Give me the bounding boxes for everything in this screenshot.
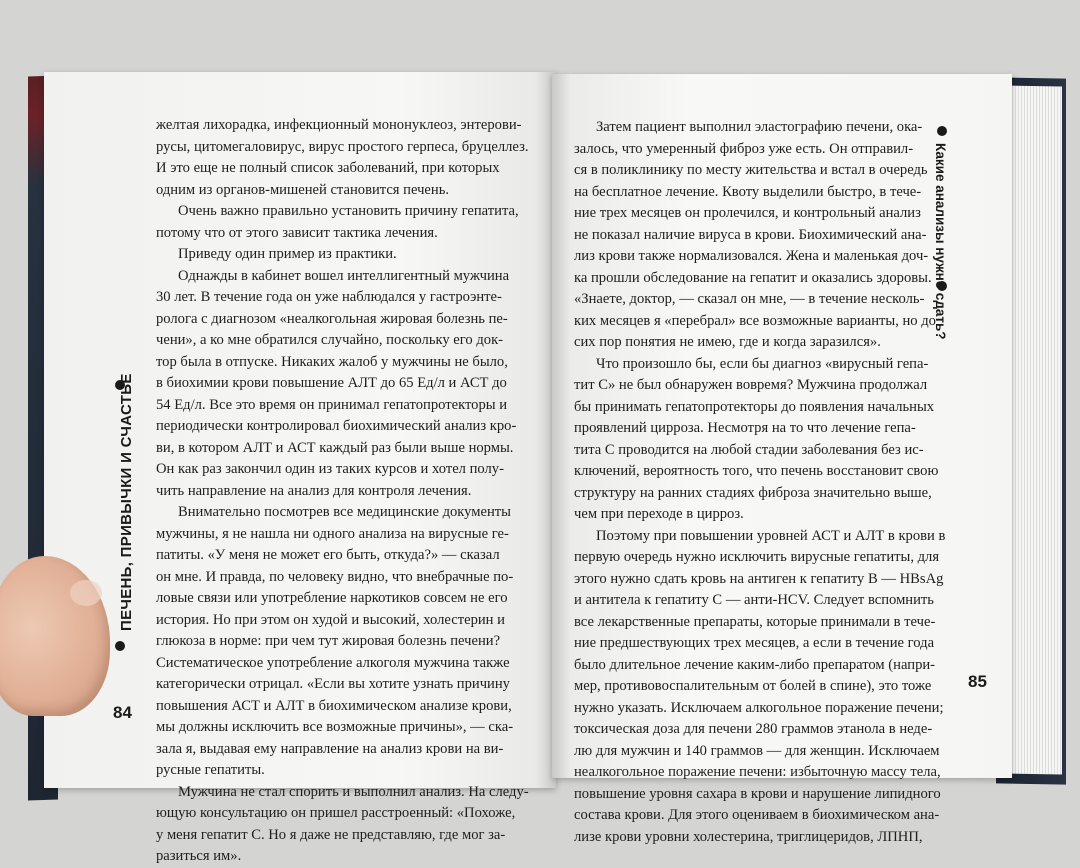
text-line: ющую консультацию он пришел расстроенный: «Похоже, [156, 805, 516, 821]
text-line: ких месяцев я «перебрал» все возможные варианты, но до [574, 312, 936, 329]
text-line: периодически контролировал биохимический анализ кро- [156, 418, 517, 434]
text-line: чени», а ко мне обратился случайно, поскольку его док- [156, 332, 504, 348]
text-line: русы, цитомегаловирус, вирус простого герпеса, бруцеллез. [156, 138, 529, 155]
thumb-nail [70, 580, 102, 606]
running-head-left: ПЕЧЕНЬ, ПРИВЫЧКИ И СЧАСТЬЕ [118, 373, 135, 631]
text-line: лиз крови также нормализовался. Жена и маленькая доч- [574, 248, 929, 264]
text-line: токсическая доза для печени 280 граммов этанола в неде- [574, 721, 933, 737]
text-line: этого нужно сдать кровь на антиген к гепатиту В — HBsAg [574, 570, 944, 587]
text-line: история. Но при этом он худой и высокий, холестерин и [156, 611, 505, 628]
right-page-body [574, 117, 945, 848]
text-line: ви, в котором АЛТ и АСТ каждый раз были выше нормы. [156, 439, 514, 456]
text-line: и антитела к гепатиту С — анти-HCV. Следует вспомнить [574, 592, 934, 608]
text-line: ние трех месяцев он пролечился, и контрольный анализ [574, 205, 921, 221]
text-line: Приведу один пример из практики. [178, 246, 397, 262]
text-line: залось, что умеренный фиброз уже есть. Он отправил- [574, 140, 914, 157]
text-line: первую очередь нужно исключить вирусные гепатиты, для [574, 549, 940, 565]
running-head-right: Какие анализы нужно сдать? [933, 143, 948, 340]
text-line: структуру на ранних стадиях фиброза значительно выше, [574, 484, 932, 501]
text-line: не показал наличие вируса в крови. Биохимический ана- [574, 226, 927, 243]
text-line: Поэтому при повышении уровней АСТ и АЛТ в крови в [596, 527, 946, 544]
text-line: лю для мужчин и 140 граммов — для женщин. Исключаем [574, 742, 940, 759]
running-head-bullet-icon [115, 641, 125, 651]
left-page-body [156, 115, 529, 868]
text-line: повышения АСТ и АЛТ в биохимическом анализе крови, [156, 697, 512, 714]
text-line: категорически отрицал. «Если вы хотите узнать причину [156, 676, 510, 692]
text-line: все лекарственные препараты, которые принимали в тече- [574, 613, 936, 630]
text-line: ролога с диагнозом «неалкогольная жировая болезнь пе- [156, 310, 508, 327]
text-line: потому что от этого зависит тактика лечения. [156, 224, 438, 241]
text-line: у меня гепатит С. Но я даже не представляю, где мог за- [156, 826, 506, 843]
text-line: повышение уровня сахара в крови и нарушение липидного [574, 785, 941, 802]
text-line: он мне. И правда, по человеку видно, что внебрачные по- [156, 568, 514, 585]
text-line: Систематическое употребление алкоголя мужчина также [156, 654, 510, 671]
text-line: было длительное лечение каким-либо препаратом (напри- [574, 656, 936, 673]
text-line: Однажды в кабинет вошел интеллигентный мужчина [178, 267, 510, 284]
text-line: на бесплатное лечение. Квоту выделили быстро, в тече- [574, 183, 922, 200]
page-number-left: 84 [113, 703, 132, 722]
text-line: ключений, вероятность того, что печень восстановит свою [574, 463, 939, 479]
text-line: Затем пациент выполнил эластографию печени, ока- [596, 119, 923, 135]
text-line: ние предшествующих трех месяцев, а если в течение года [574, 635, 935, 651]
text-line: мер, противовоспалительным от болей в спине), это тоже [574, 678, 932, 694]
text-line: сих пор понятия не имею, где и когда заразился». [574, 334, 881, 350]
text-line: тита С проводится на любой стадии заболевания без ис- [574, 441, 924, 458]
text-line: Он как раз закончил один из таких курсов и хотел полу- [156, 461, 504, 477]
page-number-right: 85 [968, 672, 987, 691]
text-line: бы принимать гепатопротекторы до появления начальных [574, 398, 935, 415]
text-line: «Знаете, доктор, — сказал он мне, — в течение несколь- [574, 291, 925, 307]
text-line: И это еще не полный список заболеваний, при которых [156, 160, 500, 176]
text-line: лизе крови уровни холестерина, триглицеридов, ЛПНП, [574, 828, 923, 845]
text-line: желтая лихорадка, инфекционный мононуклеоз, энтерови- [156, 117, 522, 133]
text-line: глюкоза в норме: при чем тут жировая болезнь печени? [156, 633, 501, 649]
text-line: одним из органов-мишеней становится печень. [156, 181, 450, 198]
text-line: патиты. «У меня не может его быть, откуда?» — сказал [156, 547, 500, 563]
page-edges [1004, 85, 1062, 774]
text-line: Очень важно правильно установить причину гепатита, [178, 203, 519, 219]
text-line: 30 лет. В течение года он уже наблюдался у гастроэнте- [156, 289, 502, 305]
text-line: ся в поликлинику по месту жительства и встал в очередь [574, 162, 928, 178]
text-line: тит С» не был обнаружен вовремя? Мужчина продолжал [574, 377, 928, 393]
text-line: нужно указать. Исключаем алкогольное поражение печени; [574, 699, 944, 716]
text-line: проявлений цирроза. Несмотря на то что лечение гепа- [574, 420, 916, 436]
text-line: ловые связи или употребление наркотиков совсем не его [156, 590, 508, 606]
text-line: тор была в отпуске. Никаких жалоб у мужчины не было, [156, 353, 508, 370]
text-line: 54 Ед/л. Все это время он принимал гепатопротекторы и [156, 396, 508, 413]
text-line: в биохимии крови повышение АЛТ до 65 Ед/л и АСТ до [156, 375, 507, 391]
text-line: разиться им». [156, 848, 242, 864]
text-line: чем при переходе в цирроз. [574, 506, 744, 522]
text-line: Что произошло бы, если бы диагноз «вирусный гепа- [596, 355, 929, 372]
text-line: чить направление на анализ для контроля лечения. [156, 482, 472, 499]
text-line: мужчины, я не нашла ни одного анализа на вирусные ге- [156, 525, 509, 542]
text-line: состава крови. Для этого оцениваем в биохимическом ана- [574, 807, 940, 823]
text-line: мы должны исключить все возможные причины», — ска- [156, 719, 514, 735]
text-line: русные гепатиты. [156, 762, 265, 778]
text-line: зала я, выдавая ему направление на анализ крови на ви- [156, 740, 504, 757]
text-line: неалкогольное поражение печени: избыточную массу тела, [574, 764, 941, 780]
text-line: Мужчина не стал спорить и выполнил анализ. На следу- [178, 783, 529, 800]
text-line: ка прошли обследование на гепатит и оказались здоровы. [574, 269, 932, 286]
text-line: Внимательно посмотрев все медицинские документы [178, 504, 511, 520]
